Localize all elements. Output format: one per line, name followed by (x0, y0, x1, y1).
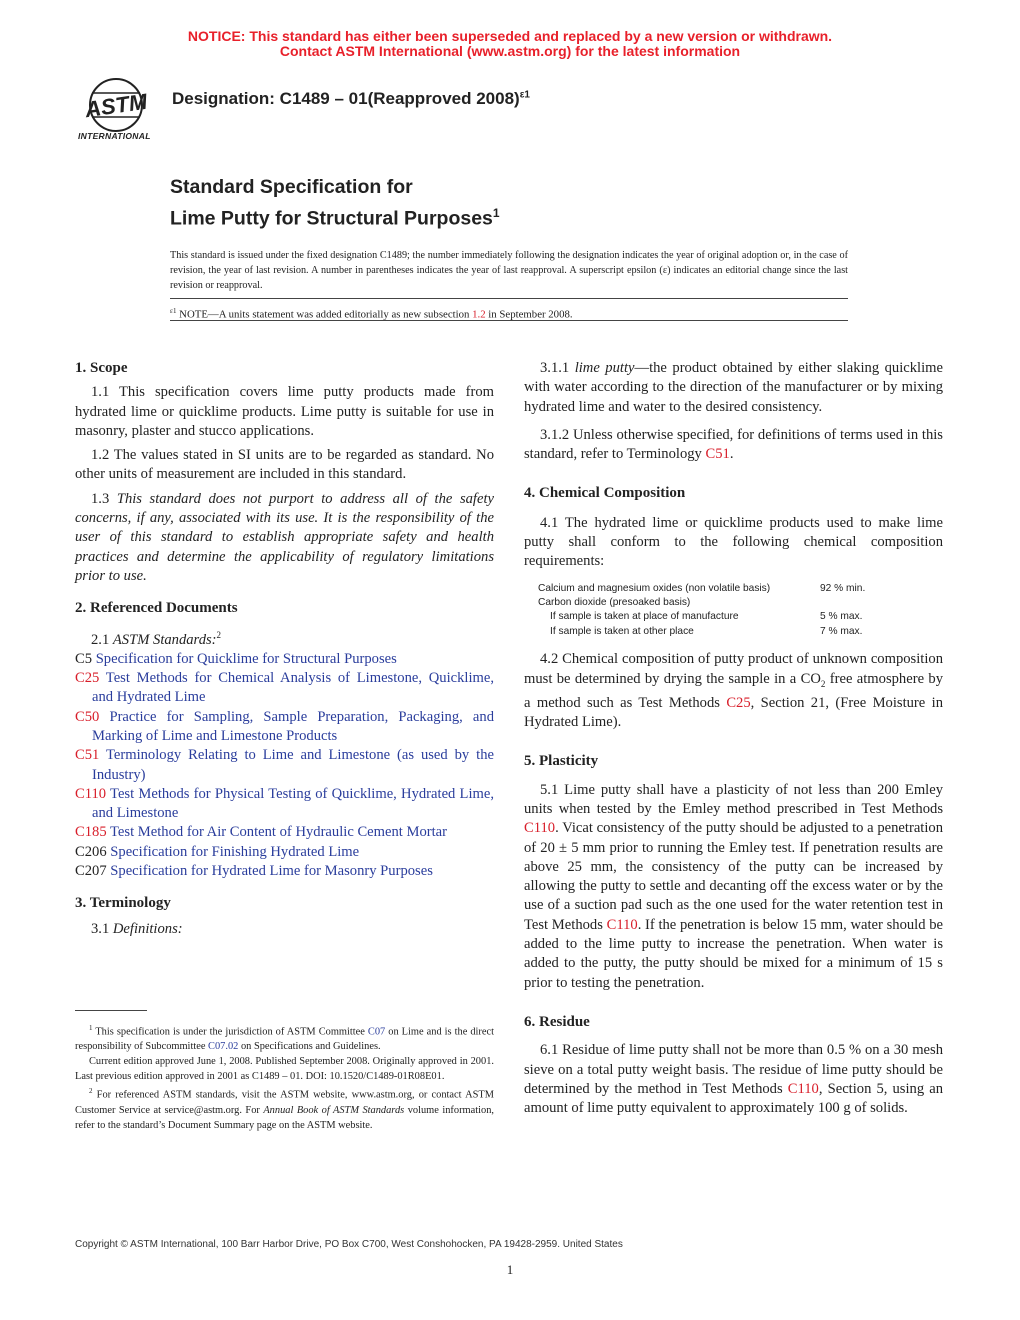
residue-6-1: 6.1 Residue of lime putty shall not be more than 0.5 % on a 30 mesh sieve on a total putty weight basis. The residue of lime putty should be determined by the method in Test Methods C110, Section 5, using an amount of lime putty equivalent to approximately 100 g of solids. (524, 1042, 943, 1117)
designation (172, 89, 530, 109)
table-row: Calcium and magnesium oxides (non volatile basis) 92 % min. (538, 582, 866, 594)
table-row: If sample is taken at place of manufacture 5 % max. (550, 611, 863, 623)
astm-logo (70, 73, 162, 145)
chemical-heading: 4. Chemical Composition (524, 485, 686, 502)
terminology-3-1: 3.1 Definitions: (91, 920, 183, 937)
divider-top (170, 298, 848, 299)
terminology-3-1-2: 3.1.2 Unless otherwise specified, for definitions of terms used in this standard, refer to Terminology C51. (524, 426, 943, 463)
scope-1-3: 1.3 This standard does not purport to address all of the safety concerns, if any, associated with its use. It is the responsibility of the user of this standard to establish appropriate safety and health practices and determine the applicability of regulatory limitations prior to use. (75, 490, 494, 584)
ref-item[interactable]: C51 Terminology Relating to Lime and Limestone (as used by the Industry) (75, 747, 494, 783)
right-column (524, 359, 943, 1118)
chemical-4-2: 4.2 Chemical composition of putty product of unknown composition must be determined by drying the sample in a $CO_2$ free atmosphere by a method such as Test Methods C25, Section 21, (Free Moisture in Hydrated Lime). (524, 651, 943, 731)
table-row: If sample is taken at other place 7 % max. (550, 625, 863, 637)
footnotes (75, 1021, 494, 1133)
ref-item[interactable]: C185 Test Method for Air Content of Hydraulic Cement Mortar (75, 824, 448, 841)
title-line-2: Lime Putty for Structural Purposes (170, 207, 493, 230)
scope-1-2: 1.2 The values stated in SI units are to be regarded as standard. No other units of measurement are included in this standard. (75, 447, 494, 483)
page-title (170, 174, 500, 232)
left-column (75, 359, 494, 939)
designation-text: Designation: C1489 – 01(Reapproved 2008) (172, 89, 520, 108)
divider-bottom (170, 320, 848, 321)
page-number: 1 (506, 1262, 514, 1277)
ref-item[interactable]: C207 Specification for Hydrated Lime for Masonry Purposes (75, 862, 433, 879)
scope-1-1: 1.1 This specification covers lime putty products made from hydrated lime or quicklime products. Lime putty is suitable for use in masonry, plaster and stucco applications. (75, 384, 494, 439)
ref-item[interactable]: C110 Test Methods for Physical Testing of Quicklime, Hydrated Lime, and Limestone (75, 785, 494, 822)
notice-line-1: NOTICE: This standard has either been superseded and replaced by a new version or withdrawn. (187, 28, 833, 44)
designation-sup: ε1 (519, 89, 530, 101)
logo-caption: INTERNATIONAL (78, 131, 151, 141)
copyright: Copyright © ASTM International, 100 Barr Harbor Drive, PO Box C700, West Conshohocken, PA 19428-2959. United States (75, 1239, 623, 1250)
chemical-4-1: 4.1 The hydrated lime or quicklime products used to make lime putty shall conform to the following chemical composition requirements: (524, 514, 943, 570)
footnote-2: $^2$ For referenced ASTM standards, visit the ASTM website, www.astm.org, or contact ASTM Customer Service at service@astm.org. For Annual Book of ASTM Standards volume information, refer to the standard’s Document Summary page on the ASTM website. (75, 1087, 494, 1131)
ref-item[interactable]: C5 Specification for Quicklime for Structural Purposes (75, 650, 397, 667)
ref-item[interactable]: C206 Specification for Finishing Hydrated Lime (75, 843, 360, 860)
refdocs-list (75, 650, 494, 882)
scope-heading: 1. Scope (75, 360, 128, 376)
issue-note: This standard is issued under the fixed designation C1489; the number immediately following the designation indicates the year of original adoption or, in the case of revision, the year of last revision. A number in parentheses indicates the year of last reapproval. A superscript epsilon (ε) indicates an editorial change since the last revision or reapproval. (170, 250, 848, 291)
footnote-rule (75, 1010, 147, 1011)
table-row: Carbon dioxide (presoaked basis) (538, 597, 691, 609)
title-sup: 1 (492, 206, 500, 220)
terminology-heading: 3. Terminology (75, 895, 171, 912)
footnote-1: $^1$ This specification is under the jurisdiction of ASTM Committee C07 on Lime and is the direct responsibility of Subcommittee C07.02 on Specifications and Guidelines. (75, 1024, 495, 1053)
residue-heading: 6. Residue (524, 1013, 590, 1030)
logo-mark: ASTM (83, 88, 149, 123)
title-line-1: Standard Specification for (170, 176, 413, 198)
refdocs-intro: 2.1 ASTM Standards:$^2$ (91, 629, 222, 648)
link-1-2[interactable]: 1.2 (472, 308, 486, 321)
plasticity-heading: 5. Plasticity (524, 753, 599, 770)
ref-item[interactable]: C50 Practice for Sampling, Sample Preparation, Packaging, and Marking of Lime and Limestone Products (75, 708, 494, 744)
refdocs-heading: 2. Referenced Documents (75, 600, 238, 617)
terminology-3-1-1: 3.1.1 lime putty—the product obtained by either slaking quicklime with water according to the direction of the manufacturer or by mixing hydrated lime and water to the desired consistency. (524, 360, 943, 415)
composition-table (538, 582, 865, 640)
ref-item[interactable]: C25 Test Methods for Chemical Analysis of Limestone, Quicklime, and Hydrated Lime (75, 670, 494, 706)
plasticity-5-1: 5.1 Lime putty shall have a plasticity of not less than 200 Emley units when tested by the Emley method prescribed in Test Methods C110. Vicat consistency of the putty should be adjusted to a penetration of 20 ± 5 mm prior to running the Emley test. If penetration results are above 25 mm, the consistency of the putty can be increased by allowing the putty to settle and decanting off the excess water or by the use of a suction pad such as the one used for the water retention test in Test Methods C110. If the penetration is below 15 mm, water should be added to the lime putty to increase the penetration. When water is added to the putty, the putty should be mixed for a minimum of 15 s prior to testing the penetration. (524, 781, 943, 991)
notice-line-2: Contact ASTM International (www.astm.org) for the latest information (279, 43, 741, 59)
footnote-1-edition: Current edition approved June 1, 2008. Published September 2008. Originally approved in 2001. Last previous edition approved in 2001 as C1489 – 01. DOI: 10.1520/C1489-01R08E01. (75, 1056, 494, 1083)
epsilon-note: $^{\varepsilon 1}$ NOTE—A units statement was added editorially as new subsection 1.2 in September 2008. (170, 307, 573, 321)
